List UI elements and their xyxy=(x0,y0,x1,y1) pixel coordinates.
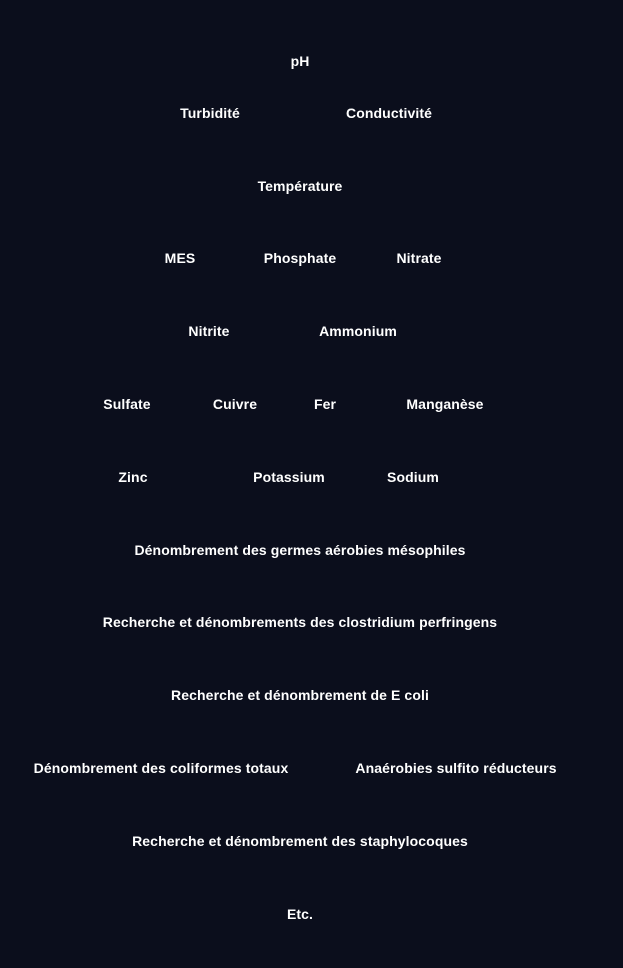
label-cuivre: Cuivre xyxy=(212,396,258,412)
label-clostridium: Recherche et dénombrements des clostridium perfringens xyxy=(102,614,498,630)
label-staphylocoques: Recherche et dénombrement des staphylocoques xyxy=(132,833,468,849)
label-anaerobies: Anaérobies sulfito réducteurs xyxy=(355,760,557,776)
label-coliformes: Dénombrement des coliformes totaux xyxy=(33,760,289,776)
label-sodium: Sodium xyxy=(387,469,439,485)
label-nitrite: Nitrite xyxy=(188,323,230,339)
label-zinc: Zinc xyxy=(118,469,148,485)
label-temperature: Température xyxy=(257,178,343,194)
label-potassium: Potassium xyxy=(253,469,325,485)
label-mes: MES xyxy=(164,250,196,266)
label-manganese: Manganèse xyxy=(406,396,484,412)
label-germes: Dénombrement des germes aérobies mésophiles xyxy=(134,542,466,558)
label-ammonium: Ammonium xyxy=(319,323,397,339)
label-ph: pH xyxy=(290,53,310,69)
label-nitrate: Nitrate xyxy=(396,250,442,266)
label-etc: Etc. xyxy=(286,906,314,922)
label-ecoli: Recherche et dénombrement de E coli xyxy=(171,687,429,703)
label-phosphate: Phosphate xyxy=(263,250,337,266)
label-turbidite: Turbidité xyxy=(180,105,240,121)
label-fer: Fer xyxy=(313,396,337,412)
label-sulfate: Sulfate xyxy=(103,396,151,412)
label-conductivite: Conductivité xyxy=(346,105,432,121)
